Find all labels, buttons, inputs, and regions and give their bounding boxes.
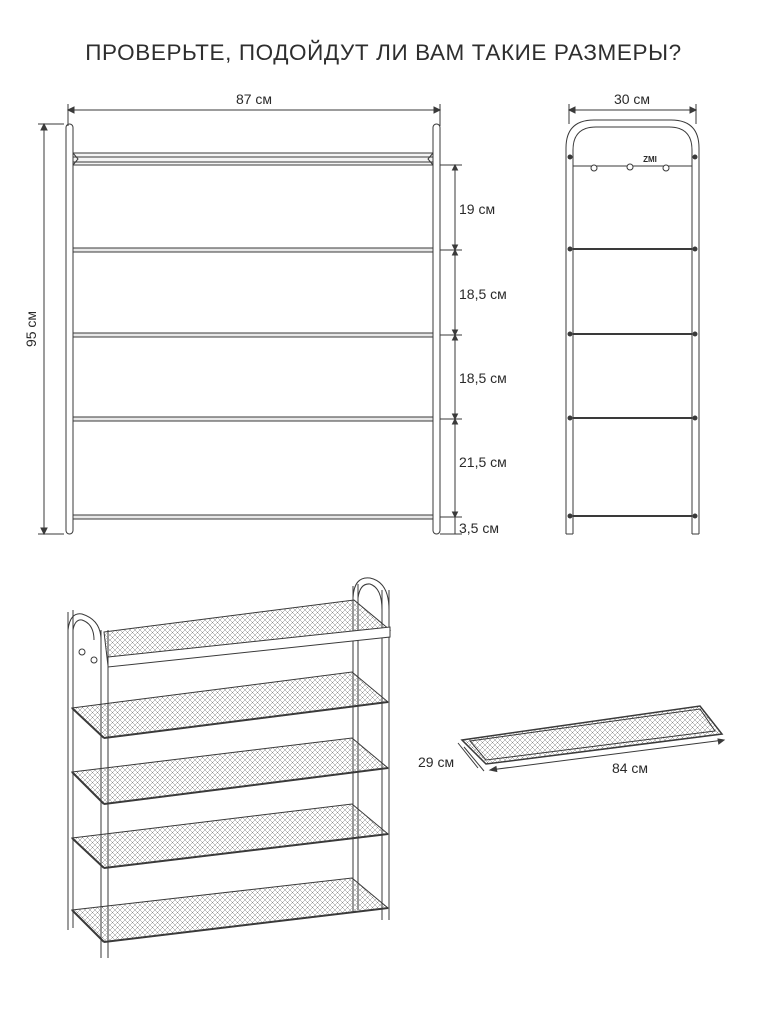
height-dimension-line [38,124,64,534]
shelf-length-label: 84 см [611,760,649,776]
perspective-shelf-5 [72,878,388,942]
height-label: 95 см [23,310,39,348]
perspective-hooks [79,649,97,663]
brand-logo: ZMI [643,155,657,164]
depth-label: 30 см [613,91,651,107]
gap-dimension-line [440,165,462,534]
shelf-4 [73,417,433,421]
shelf-5 [73,515,433,519]
perspective-shelf-1 [104,600,390,667]
side-frame [566,120,699,534]
perspective-view [68,578,390,958]
width-label: 87 см [235,91,273,107]
right-post [433,124,440,534]
side-screws [568,155,698,519]
gap-label-4: 21,5 см [459,454,507,470]
top-shelf [73,153,433,165]
gap-label-3: 18,5 см [459,370,507,386]
page-title: ПРОВЕРЬТЕ, ПОДОЙДУТ ЛИ ВАМ ТАКИЕ РАЗМЕРЫ? [85,40,682,65]
shelf-detail [458,706,724,772]
depth-dimension-line [569,104,696,124]
side-hooks [591,164,669,171]
perspective-shelf-2 [72,672,388,738]
side-view [566,104,699,534]
front-view [38,104,462,534]
shelf-depth-label: 29 см [418,754,455,770]
gap-label-1: 19 см [459,201,496,217]
gap-label-5: 3,5 см [459,520,499,536]
shelf-3 [73,333,433,337]
left-post [66,124,73,534]
gap-label-2: 18,5 см [459,286,507,302]
perspective-shelf-3 [72,738,388,804]
shelf-2 [73,248,433,252]
perspective-shelf-4 [72,804,388,868]
width-dimension-line [68,104,440,126]
